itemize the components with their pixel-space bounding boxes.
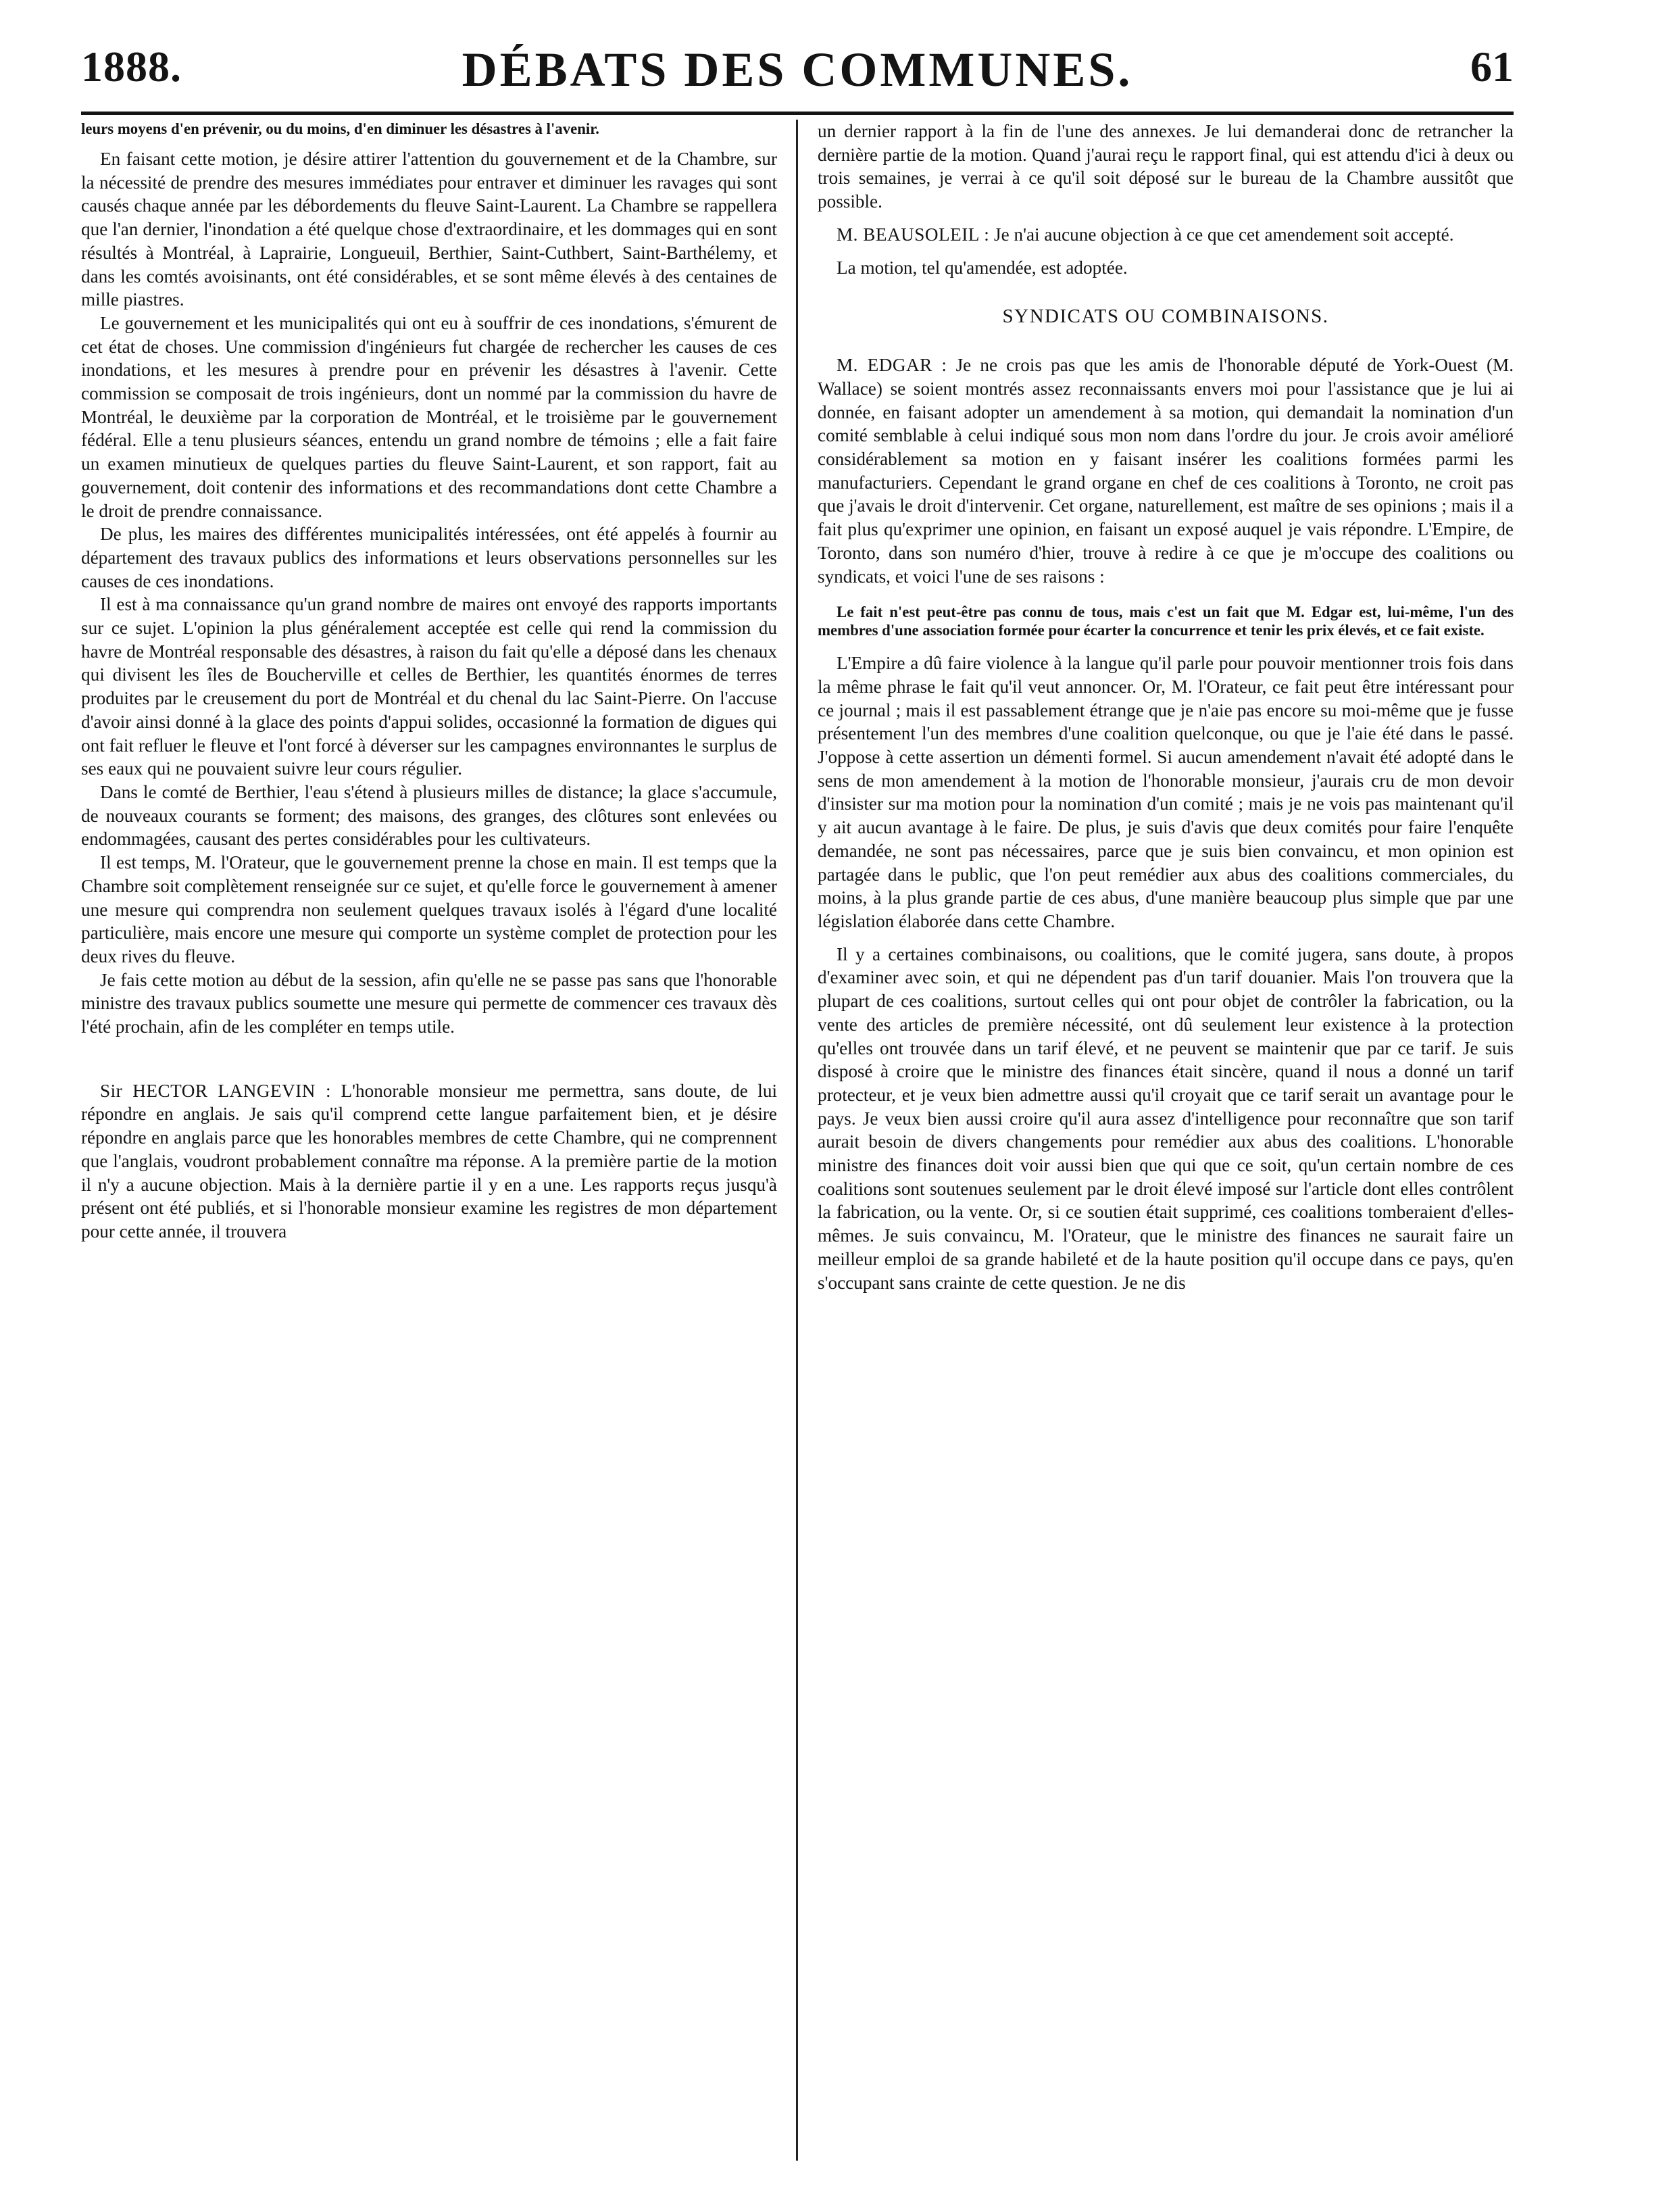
speech-paragraph [818, 223, 1514, 247]
text-columns [81, 120, 1514, 2166]
newspaper-quote: Le fait n'est peut-être pas connu de tous, mais c'est un fait que M. Edgar est, lui-même, l'un des membres d'une association formée pour écarter la concurrence et tenir les prix élevés, et ce fait existe. [818, 604, 1514, 639]
newspaper-page [81, 37, 1514, 2166]
section-heading: SYNDICATS OU COMBINAISONS. [1002, 305, 1329, 328]
paragraph: Je fais cette motion au début de la session, afin qu'elle ne se passe pas sans que l'honorable ministre des travaux publics soumette une mesure qui permette de commencer ces travaux dès l'été prochain, afin de les compléter en temps utile. [81, 969, 777, 1037]
paragraph: Il est temps, M. l'Orateur, que le gouvernement prenne la chose en main. Il est temps que la Chambre soit complètement renseignée sur ce sujet, et qu'elle force le gouvernement à amener une mesure qui comprendra non seulement quelques travaux isolés à l'égard d'une localité particulière, mais encore une mesure qui comporte un système complet de protection pour les deux rives du fleuve. [81, 852, 777, 966]
speech-text: L'honorable monsieur me permettra, sans doute, de lui répondre en anglais. Je sais qu'il comprend cette langue parfaitement bien, et je désire répondre en anglais parce que les honorables membres de cette Chambre, qui ne comprennent que l'anglais, voudront probablement connaître ma réponse. A la première partie de la motion il n'y a aucune objection. Mais à la dernière partie il y en a une. Les rapports reçus jusqu'à présent ont été publiés, et si l'honorable monsieur examine les registres de mon département pour cette année, il trouvera [81, 1080, 777, 1242]
paragraph: Le gouvernement et les municipalités qui ont eu à souffrir de ces inondations, s'émurent de cet état de choses. Une commission d'ingénieurs fut chargée de rechercher les causes de ces inondations, et les mesures à prendre pour en prévenir les désastres à l'avenir. Cette commission se composait de trois ingénieurs, dont un nommé par la commission du havre de Montréal, le deuxième par la corporation de Montréal, et le troisième par le gouvernement fédéral. Elle a tenu plusieurs séances, entendu un grand nombre de témoins ; elle a fait faire un examen minutieux de quelques parties du fleuve Saint-Laurent, et son rapport, fait au gouvernement, doit contenir des informations et des recommandations dont cette Chambre a le droit de prendre connaissance. [81, 312, 777, 521]
paragraph: L'Empire a dû faire violence à la langue qu'il parle pour pouvoir mentionner trois fois dans la même phrase le fait qu'il veut annoncer. Or, M. l'Orateur, ce fait peut être intéressant pour ce journal ; mais il est passablement étrange que je n'aie pas encore su moi-même que je fusse présentement l'un des membres d'une coalition quelconque, ou que je l'aie été dans le passé. J'oppose à cette assertion un démenti formel. Si aucun amendement n'avait été adopté dans le sens de mon amendement à la motion de l'honorable monsieur, j'aurais cru de mon devoir d'insister sur ma motion pour la nomination d'un comité ; mais je ne vois pas maintenant qu'il y ait aucun avantage à le faire. De plus, je suis d'avis que deux comités pour faire l'enquête demandée, ne sont pas nécessaires, parce que je suis bien convaincu, et mon opinion est partagée dans le public, que l'on peut remédier aux abus des coalitions commerciales, du moins, à la plus grande partie de ces abus, d'une manière beaucoup plus simple que par une législation élaborée dans cette Chambre. [818, 653, 1514, 931]
paragraph-continuation: leurs moyens d'en prévenir, ou du moins, d'en diminuer les désastres à l'avenir. [81, 120, 599, 137]
left-column [81, 120, 777, 2161]
paragraph-continuation: un dernier rapport à la fin de l'une des annexes. Je lui demanderai donc de retrancher la dernière partie de la motion. Quand j'aurai reçu le rapport final, qui est attendu d'ici à deux ou trois semaines, je verrai à ce qu'il soit déposé sur le bureau de la Chambre aussitôt que possible. [818, 121, 1514, 212]
speech-text: Je ne crois pas que les amis de l'honorable député de York-Ouest (M. Wallace) se soient montrés assez reconnaissants envers moi pour l'assistance que je lui ai donnée, en faisant adopter un amendement à sa motion, qui demandait la nomination d'un comité semblable à celui indiqué sous mon nom dans l'ordre du jour. Je crois avoir amélioré considérablement sa motion en y faisant insérer les coalitions formées parmi les manufacturiers. Cependant le grand organe en chef de ces coalitions à Toronto, ne croit pas que j'avais le droit d'intervenir. Cet organe, naturellement, est maître de ses opinions ; mais il a fait plus qu'exprimer une opinion, en faisant un exposé auquel je vais répondre. L'Empire, de Toronto, dans son numéro d'hier, trouve à redire à ce que je m'occupe des coalitions ou syndicats, et voici l'une de ses raisons : [818, 355, 1514, 587]
column-rule [796, 120, 798, 2161]
paragraph: En faisant cette motion, je désire attirer l'attention du gouvernement et de la Chambre, sur la nécessité de prendre des mesures immédiates pour entraver et diminuer les ravages qui sont causés chaque année par les débordements du fleuve Saint-Laurent. La Chambre se rappellera que l'an dernier, l'inondation a été quelque chose d'extraordinaire, et les dommages qui en sont résultés à Montréal, à Laprairie, Longueuil, Berthier, Saint-Cuthbert, Saint-Barthélemy, et dans les comtés avoisinants, ont été considérables, et se sont même élevés à des centaines de mille piastres. [81, 149, 777, 310]
page-header [81, 37, 1514, 115]
speaker-name: M. BEAUSOLEIL : [837, 224, 990, 245]
header-title: DÉBATS DES COMMUNES. [462, 43, 1133, 97]
speech-paragraph [81, 1079, 777, 1244]
paragraph: De plus, les maires des différentes municipalités intéressées, ont été appelés à fournir au département des travaux publics des informations et leurs observations personnelles sur les causes de ces inondations. [81, 524, 777, 591]
paragraph: La motion, tel qu'amendée, est adoptée. [837, 257, 1128, 278]
right-column [818, 120, 1514, 2161]
paragraph: Il y a certaines combinaisons, ou coalitions, que le comité jugera, sans doute, à propos d'examiner avec soin, et qui ne dépendent pas d'un tarif douanier. Mais l'on trouvera que la plupart de ces coalitions, surtout celles qui ont pour objet de contrôler la fabrication, ou la vente des articles de première nécessité, ont dû seulement leur existence à la protection qu'elles ont trouvée dans un tarif élevé, et ne peuvent se maintenir que par ce tarif. Je suis disposé à croire que le ministre des finances était sincère, quand il nous a donné un tarif protecteur, et je veux bien admettre aussi qu'il croyait que ce tarif serait un avantage pour le pays. Je veux bien aussi croire qu'il aura assez d'intelligence pour reconnaître que son tarif aurait besoin de divers changements pour remédier aux abus des coalitions. L'honorable ministre des finances doit voir aussi bien que qui que ce soit, qu'un certain nombre de ces coalitions sont soutenues seulement par le droit élevé imposé sur l'article dont elles contrôlent la fabrication, ou la vente. Or, si ce soutien était supprimé, ces coalitions tomberaient d'elles-mêmes. Je suis convaincu, M. l'Orateur, que le ministre des finances ne saurait faire un meilleur emploi de sa grande habileté et de la haute position qu'il occupe dans ce pays, qu'en s'occupant sans crainte de cette question. Je ne dis [818, 943, 1514, 1293]
header-year: 1888. [81, 43, 182, 91]
speaker-name: Sir HECTOR LANGEVIN : [100, 1080, 331, 1101]
speaker-name: M. EDGAR : [837, 355, 947, 376]
paragraph: Dans le comté de Berthier, l'eau s'étend à plusieurs milles de distance; la glace s'accumule, de nouveaux courants se forment; des maisons, des granges, des clôtures sont enlevées ou endommagées, causant des pertes considérables pour les cultivateurs. [81, 781, 777, 850]
paragraph: Il est à ma connaissance qu'un grand nombre de maires ont envoyé des rapports importants sur ce sujet. L'opinion la plus généralement acceptée est celle qui rend la commission du havre de Montréal responsable des désastres, à raison du fait qu'elle a déposé dans les chenaux qui divisent les îles de Boucherville et celles de Berthier, les quantités énormes de terres produites par le creusement du port de Montréal et du chenal du lac Saint-Pierre. On l'accuse d'avoir ainsi donné à la glace des points d'appui solides, occasionné la formation de digues qui ont fait refluer le fleuve et l'ont forcé à déverser sur les campagnes environnantes le surplus de ses eaux qui ne pouvaient suivre leur cours régulier. [81, 594, 777, 779]
header-page-number: 61 [1470, 43, 1514, 91]
speech-paragraph [818, 353, 1514, 588]
speech-text: Je n'ai aucune objection à ce que cet amendement soit accepté. [994, 224, 1454, 245]
